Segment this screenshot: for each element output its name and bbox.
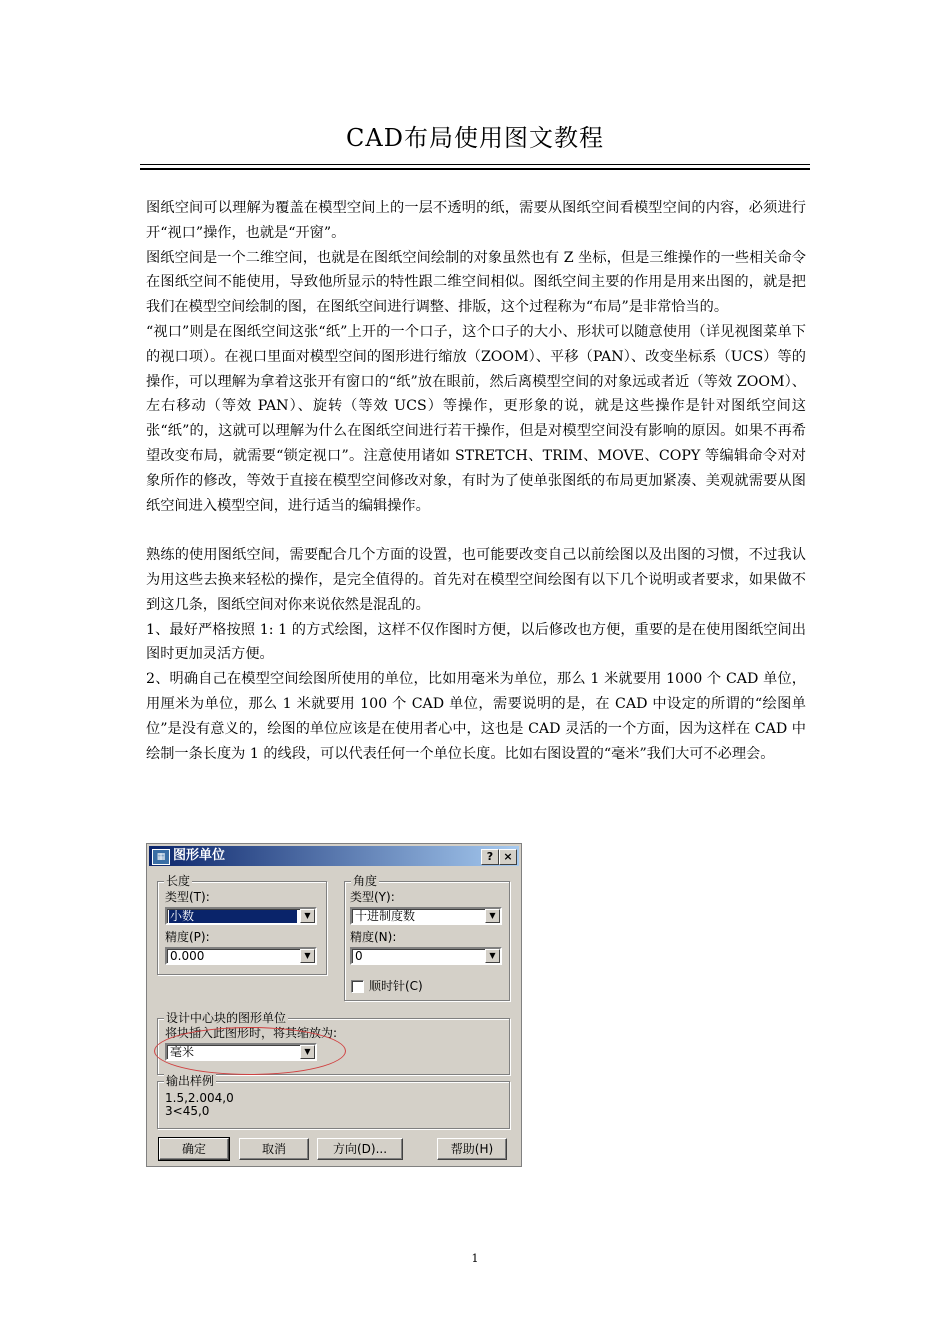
chevron-down-icon[interactable]: ▼ <box>485 949 500 963</box>
title-rule-thin <box>140 164 810 165</box>
close-icon[interactable]: × <box>499 849 517 865</box>
angle-precision-value: 0 <box>355 949 363 963</box>
length-type-value: 小数 <box>169 910 297 923</box>
title-rule-thick <box>140 168 810 170</box>
document-body <box>146 196 806 766</box>
paragraph: 熟练的使用图纸空间，需要配合几个方面的设置，也可能要改变自己以前绘图以及出图的习惯，不过我认为用这些去换来轻松的操作，是完全值得的。首先对在模型空间绘图有以下几个说明或者要求，如果做不到这几条，图纸空间对你来说依然是混乱的。 <box>146 547 806 613</box>
dialog-titlebar <box>149 846 519 866</box>
dialog-title: 图形单位 <box>173 848 226 863</box>
chevron-down-icon[interactable]: ▼ <box>300 909 315 923</box>
output-sample-group-label: 输出样例 <box>166 1074 215 1088</box>
app-icon: ▦ <box>152 849 170 865</box>
insert-scale-value: 毫米 <box>170 1045 195 1059</box>
length-precision-label: 精度(P): <box>165 930 210 944</box>
output-sample-group <box>157 1074 510 1129</box>
length-type-label: 类型(T): <box>165 890 210 904</box>
length-type-select[interactable] <box>165 907 317 925</box>
angle-type-value: 十进制度数 <box>355 909 416 923</box>
paragraph: 2、明确自己在模型空间绘图所使用的单位，比如用毫米为单位，那么 1 米就要用 1000 个 CAD 单位，用厘米为单位，那么 1 米就要用 100 个 CAD 单位，需要说明的是，在 CAD 中设定的所谓的“绘图单位”是没有意义的，绘图的单位应该是在使用者心中，这也是 CAD 灵活的一个方面，因为这样在 CAD 中绘制一条长度为 1 的线段，可以代表任何一个单位长度。比如右图设置的“毫米”我们大可不必理会。 <box>146 671 806 762</box>
design-center-group-label: 设计中心块的图形单位 <box>166 1011 287 1025</box>
output-sample-line: 3<45,0 <box>165 1104 210 1118</box>
output-sample-line: 1.5,2.004,0 <box>165 1091 234 1105</box>
direction-button[interactable]: 方向(D)... <box>317 1138 403 1160</box>
angle-precision-label: 精度(N): <box>350 930 397 944</box>
chevron-down-icon[interactable]: ▼ <box>485 909 500 923</box>
length-precision-value: 0.000 <box>170 949 205 963</box>
angle-type-label: 类型(Y): <box>350 890 395 904</box>
length-group-label: 长度 <box>166 874 191 888</box>
angle-type-select[interactable] <box>350 907 502 925</box>
clockwise-checkbox[interactable] <box>351 980 364 993</box>
ok-button[interactable]: 确定 <box>159 1138 229 1160</box>
clockwise-label: 顺时针(C) <box>369 979 423 993</box>
paragraph: “视口”则是在图纸空间这张“纸”上开的一个口子，这个口子的大小、形状可以随意使用（详见视图菜单下的视口项）。在视口里面对模型空间的图形进行缩放（ZOOM）、平移（PAN）、改变坐标系（UCS）等的操作，可以理解为拿着这张开有窗口的“纸”放在眼前，然后离模型空间的对象远或者近（等效 ZOOM）、左右移动（等效 PAN）、旋转（等效 UCS）等操作，更形象的说，就是这些操作是针对图纸空间这张“纸”的，这就可以理解为什么在图纸空间进行若干操作，但是对模型空间没有影响的原因。如果不再希望改变布局，就需要“锁定视口”。注意使用诸如 STRETCH、TRIM、MOVE、COPY 等编辑命令对对象所作的修改，等效于直接在模型空间修改对象，有时为了使单张图纸的布局更加紧凑、美观就需要从图纸空间进入模型空间，进行适当的编辑操作。 <box>146 323 806 514</box>
page-number: 1 <box>471 1252 479 1265</box>
highlight-circle <box>154 1027 346 1075</box>
help-icon[interactable]: ? <box>481 849 499 865</box>
paragraph: 图纸空间是一个二维空间，也就是在图纸空间绘制的对象虽然也有 Z 坐标，但是三维操作的一些相关命令在图纸空间不能使用，导致他所显示的特性跟二维空间相似。图纸空间主要的作用是用来出图的，就是把我们在模型空间绘制的图，在图纸空间进行调整、排版，这个过程称为“布局”是非常恰当的。 <box>146 249 806 316</box>
angle-precision-select[interactable] <box>350 947 502 965</box>
length-precision-select[interactable] <box>165 947 317 965</box>
paragraph-gap <box>146 518 806 543</box>
insert-scale-label: 将块插入此图形时，将其缩放为: <box>165 1026 338 1040</box>
document-title: CAD布局使用图文教程 <box>346 124 604 152</box>
cancel-button[interactable]: 取消 <box>239 1138 309 1160</box>
paragraph: 图纸空间可以理解为覆盖在模型空间上的一层不透明的纸，需要从图纸空间看模型空间的内容，必须进行开“视口”操作，也就是“开窗”。 <box>146 200 806 241</box>
angle-group-label: 角度 <box>353 874 378 888</box>
chevron-down-icon[interactable]: ▼ <box>300 949 315 963</box>
drawing-units-dialog <box>146 843 522 1167</box>
chevron-down-icon[interactable]: ▼ <box>300 1045 315 1059</box>
help-button[interactable]: 帮助(H) <box>437 1138 507 1160</box>
paragraph: 1、最好严格按照 1: 1 的方式绘图，这样不仅作图时方便，以后修改也方便，重要的是在使用图纸空间出图时更加灵活方便。 <box>146 621 806 663</box>
